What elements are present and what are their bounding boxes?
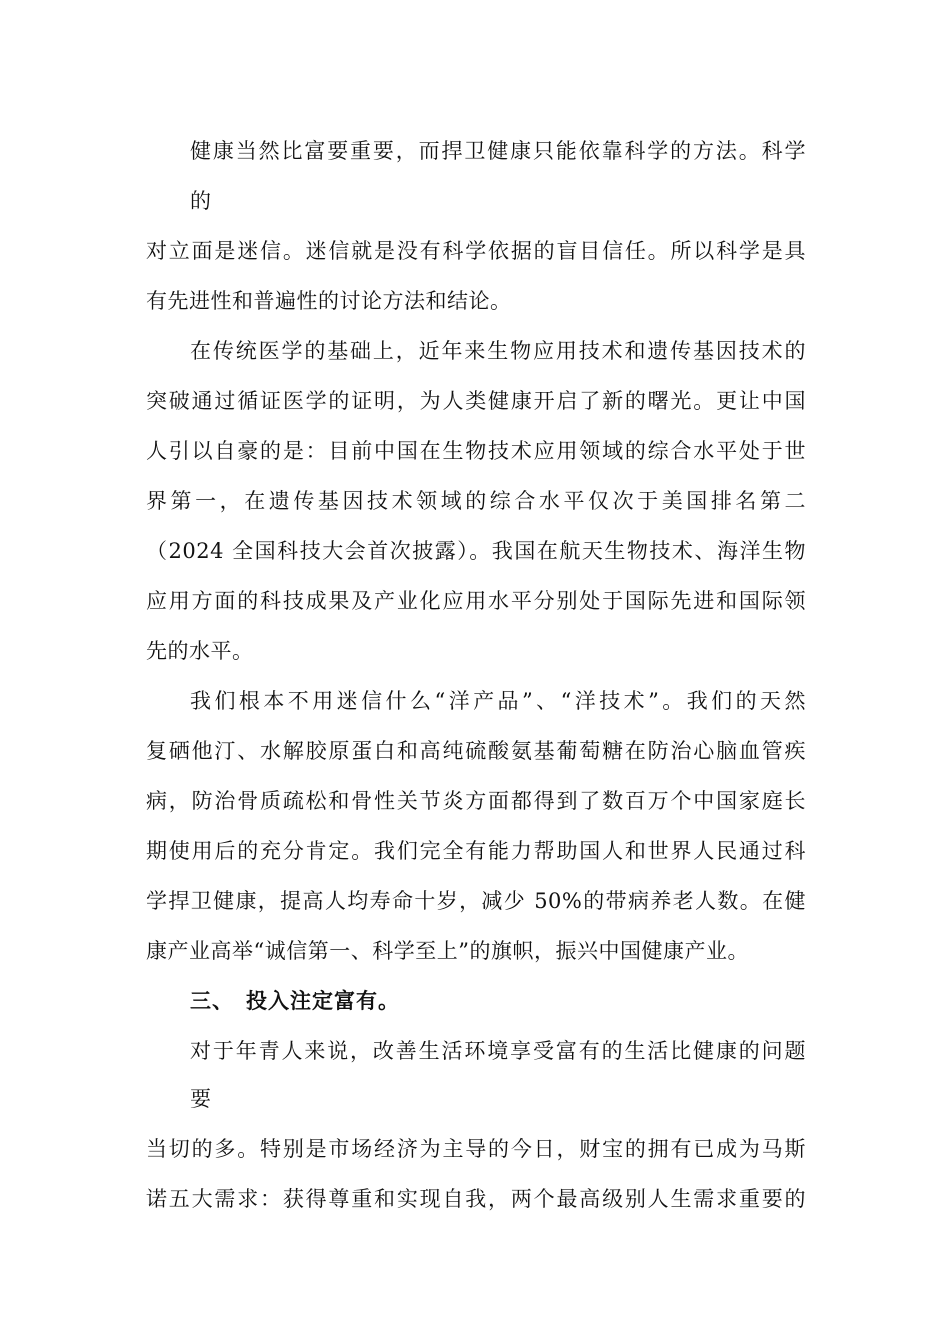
paragraph-line: 先的水平。 — [146, 639, 254, 663]
paragraph-line: 对于年青人来说，改善生活环境享受富有的生活比健康的问题 — [190, 1039, 806, 1063]
section-number: 三、 — [190, 988, 234, 1013]
paragraph-line: 界第一，在遗传基因技术领域的综合水平仅次于美国排名第二 — [146, 489, 806, 513]
paragraph-line: 学捍卫健康，提高人均寿命十岁，减少 50%的带病养老人数。在健 — [146, 889, 806, 913]
paragraph-line: 有先进性和普遍性的讨论方法和结论。 — [146, 289, 512, 313]
paragraph-line: 对立面是迷信。迷信就是没有科学依据的盲目信任。所以科学是具 — [146, 239, 806, 263]
paragraph-line: 人引以自豪的是：目前中国在生物技术应用领域的综合水平处于世 — [146, 439, 806, 463]
paragraph-line: （2024 全国科技大会首次披露）。我国在航天生物技术、海洋生物 — [146, 539, 806, 563]
paragraph-line: 复硒他汀、水解胶原蛋白和高纯硫酸氨基葡萄糖在防治心脑血管疾 — [146, 739, 806, 763]
paragraph-line: 康产业高举“诚信第一、科学至上”的旗帜，振兴中国健康产业。 — [146, 939, 749, 963]
paragraph-line: 应用方面的科技成果及产业化应用水平分别处于国际先进和国际领 — [146, 589, 806, 613]
section-title: 投入注定富有。 — [246, 988, 400, 1013]
paragraph-line: 诺五大需求：获得尊重和实现自我，两个最高级别人生需求重要的 — [146, 1187, 806, 1211]
paragraph-line: 的 — [190, 189, 212, 213]
paragraph-line: 要 — [190, 1087, 212, 1111]
paragraph-line: 病，防治骨质疏松和骨性关节炎方面都得到了数百万个中国家庭长 — [146, 789, 806, 813]
paragraph-line: 突破通过循证医学的证明，为人类健康开启了新的曙光。更让中国 — [146, 389, 806, 413]
paragraph-line: 健康当然比富要重要，而捍卫健康只能依靠科学的方法。科学 — [190, 139, 806, 163]
paragraph-line: 我们根本不用迷信什么“洋产品”、“洋技术”。我们的天然 — [190, 689, 806, 713]
paragraph-line: 期使用后的充分肯定。我们完全有能力帮助国人和世界人民通过科 — [146, 839, 806, 863]
paragraph-line: 在传统医学的基础上，近年来生物应用技术和遗传基因技术的 — [190, 339, 806, 363]
paragraph-line: 当切的多。特别是市场经济为主导的今日，财宝的拥有已成为马斯 — [146, 1137, 806, 1161]
section-heading — [190, 986, 400, 1016]
